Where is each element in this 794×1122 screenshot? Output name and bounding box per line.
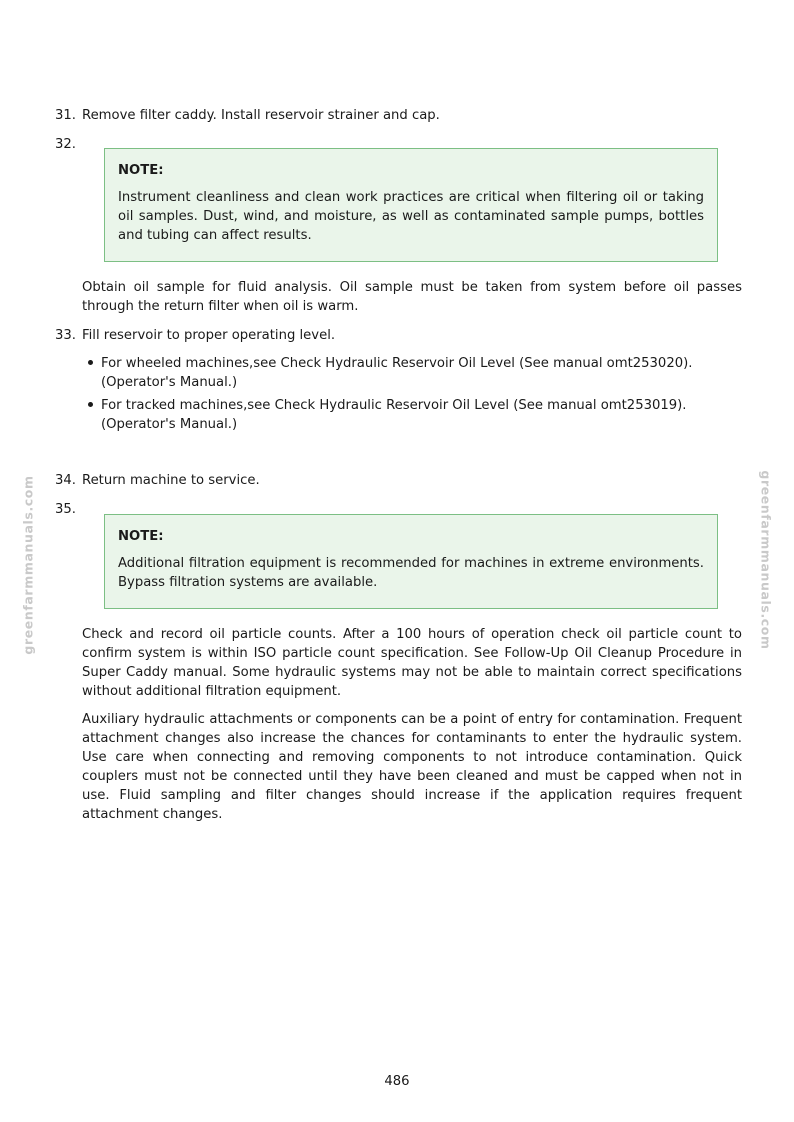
step-33-bullet-2: For tracked machines,see Check Hydraulic Reservoir Oil Level (See manual omt253019). (Operator's Manual.) xyxy=(101,398,687,432)
step-33-bullet-1: For wheeled machines,see Check Hydraulic Reservoir Oil Level (See manual omt253020). (Operator's Manual.) xyxy=(101,356,693,390)
watermark-right: greenfarmmanuals.com xyxy=(758,470,774,650)
step-34-number: 34. xyxy=(55,473,76,488)
step-32-paragraph: Obtain oil sample for fluid analysis. Oil sample must be taken from system before oil passes through the return filter when oil is warm. xyxy=(82,280,742,314)
note-box-step-32 xyxy=(104,148,718,262)
note-box-step-35 xyxy=(104,514,718,609)
step-34-text: Return machine to service. xyxy=(82,473,260,488)
step-31-text: Remove filter caddy. Install reservoir strainer and cap. xyxy=(82,108,440,123)
note-body: Instrument cleanliness and clean work practices are critical when filtering oil or taking oil samples. Dust, wind, and moisture, as well as contaminated sample pumps, bottles and tubing can affect results. xyxy=(118,190,704,243)
step-35-paragraph-2: Auxiliary hydraulic attachments or components can be a point of entry for contamination. Frequent attachment changes also increase the chances for contaminants to enter the hydraulic system. Use care when connecting and removing components to not introduce contamination. Quick couplers must not be connected until they have been cleaned and must be capped when not in use. Fluid sampling and filter changes should increase if the application requires frequent attachment changes. xyxy=(82,712,742,822)
step-33-number: 33. xyxy=(55,328,76,343)
step-35-paragraph-1: Check and record oil particle counts. After a 100 hours of operation check oil particle count to confirm system is within ISO particle count specification. See Follow-Up Oil Cleanup Procedure in Super Caddy manual. Some hydraulic systems may not be able to maintain correct specifications without additional filtration equipment. xyxy=(82,627,742,699)
note-title: NOTE: xyxy=(118,163,164,178)
step-33-text: Fill reservoir to proper operating level. xyxy=(82,328,336,343)
bullet-icon xyxy=(88,360,93,365)
watermark-left: greenfarmmanuals.com xyxy=(20,475,36,655)
step-35-number: 35. xyxy=(55,502,76,517)
step-31-number: 31. xyxy=(55,108,76,123)
note-title: NOTE: xyxy=(118,529,164,544)
bullet-icon xyxy=(88,402,93,407)
page-number: 486 xyxy=(384,1074,410,1089)
step-32-number: 32. xyxy=(55,137,76,152)
note-body: Additional filtration equipment is recommended for machines in extreme environments. Bypass filtration systems are available. xyxy=(118,556,704,590)
